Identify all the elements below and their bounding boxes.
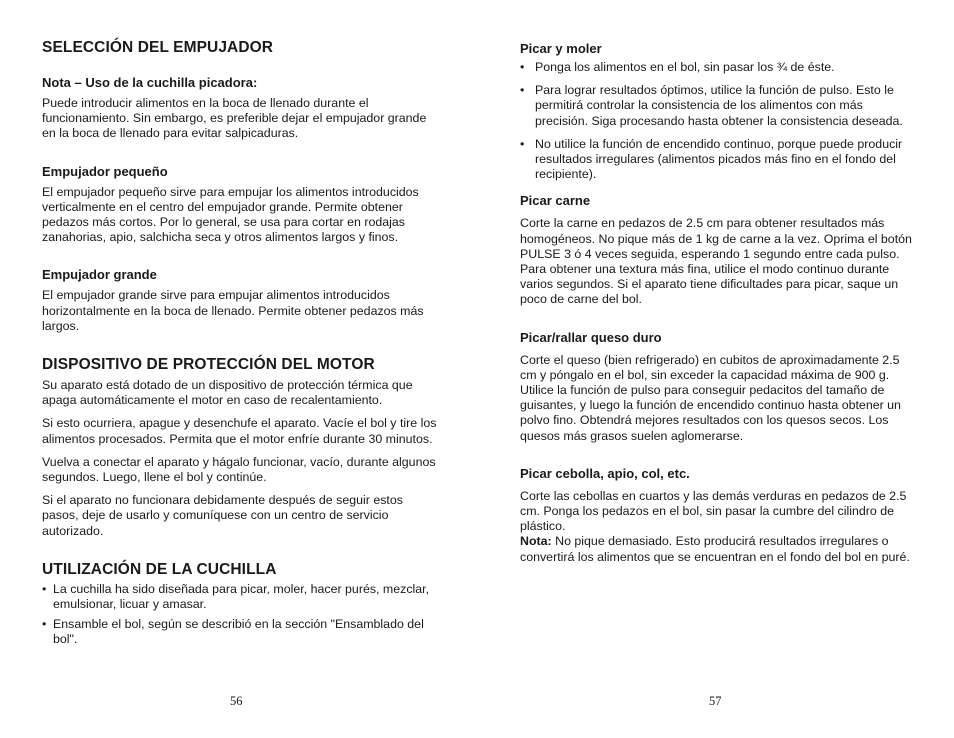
picar-carne-text: Corte la carne en pedazos de 2.5 cm para obtener resultados más homogéneos. No pique más de 1 kg de carne a la vez. Oprima el botón PULSE 3 ó 4 veces seguida, esperando 1 segundo entre cada pulso. Para obtener una textura más fina, utilice el modo continuo durante varios segundos. Si el aparato tiene dificultades para picar, saque un poco de carne del bol. [520,216,912,307]
note-text: Puede introducir alimentos en la boca de llenado durante el funcionamiento. Sin embargo, es preferible dejar el empujador grande en la boca de llenado para evitar salpicaduras. [42,96,427,141]
motor-paragraph-1: Su aparato está dotado de un dispositivo de protección térmica que apaga automáticamente el motor en caso de recalentamiento. [42,378,413,408]
left-column [42,38,437,653]
cebolla-note [520,534,915,564]
page-number: 57 [709,694,722,708]
bullet-icon: • [520,60,525,74]
queso-text: Corte el queso (bien refrigerado) en cubitos de aproximadamente 2.5 cm y póngalo en el bol, sin exceder la capacidad máxima de 900 g. Utilice la función de pulso para conseguir pedacitos del tamaño de guisantes, y luego la función de encendido continuo hasta obtener un polvo fino. Obtendrá mejores resultados con los quesos secos. Los quesos más grasos suelen aglomerarse. [520,352,901,443]
small-pusher-text: El empujador pequeño sirve para empujar los alimentos introducidos verticalmente en el centro del empujador grande. Permite obtener pedazos más cortos. Por lo general, se usa para cortar en rodajas zanahorias, apio, salchicha seca y otros alimentos largos y finos. [42,184,419,245]
picar-carne-heading: Picar carne [520,193,591,209]
large-pusher-text: El empujador grande sirve para empujar alimentos introducidos horizontalmente en la boca de llenado. Permite obtener pedazos más largos. [42,288,424,333]
motor-paragraph-2: Si esto ocurriera, apague y desenchufe el aparato. Vacíe el bol y tire los alimentos procesados. Permita que el motor enfríe durante 30 minutos. [42,416,437,446]
bullet-icon: • [42,581,47,596]
list-item: • Ponga los alimentos en el bol, sin pasar los ¾ de éste. [520,60,835,74]
picar-moler-heading: Picar y moler [520,41,602,56]
cebolla-heading: Picar cebolla, apio, col, etc. [520,465,690,481]
note-heading: Nota – Uso de la cuchilla picadora: [42,75,258,90]
note-label: Nota: [520,534,552,549]
motor-paragraph-4: Si el aparato no funcionara debidamente después de seguir estos pasos, deje de usarlo y comuníquese con un centro de servicio autorizado. [42,493,403,538]
cuchilla-list [42,582,437,648]
section-title-motor: DISPOSITIVO DE PROTECCIÓN DEL MOTOR [42,356,375,374]
list-item: • La cuchilla ha sido diseñada para picar, moler, hacer purés, mezclar, emulsionar, licuar y amasar. [42,581,430,612]
page-number: 56 [230,694,243,708]
bullet-icon: • [42,617,47,632]
right-page [477,0,954,738]
note-body: No pique demasiado. Esto producirá resultados irregulares o convertirá los alimentos que se encuentran en el fondo del bol en puré. [520,534,910,564]
bullet-icon: • [520,136,525,151]
motor-paragraph-3: Vuelva a conectar el aparato y hágalo funcionar, vacío, durante algunos segundos. Luego, llene el bol y continúe. [42,454,436,485]
section-title-cuchilla: UTILIZACIÓN DE LA CUCHILLA [42,560,277,578]
bullet-icon: • [520,83,525,98]
large-pusher-heading: Empujador grande [42,267,157,283]
cebolla-text: Corte las cebollas en cuartos y las demás verduras en pedazos de 2.5 cm. Ponga los pedazos en el bol, sin pasar la cumbre del cilindro de plástico. [520,488,907,534]
list-item: • Ensamble el bol, según se describió en la sección "Ensamblado del bol". [42,617,424,647]
right-column [520,40,915,565]
picar-moler-list [520,60,915,182]
list-item: • No utilice la función de encendido continuo, porque puede producir resultados irregulares (alimentos picados más fino en el fondo del recipiente). [520,136,903,182]
list-item: • Para lograr resultados óptimos, utilice la función de pulso. Esto le permitirá controlar la consistencia de los alimentos con más precisión. Siga procesando hasta obtener la consistencia deseada. [520,83,903,128]
section-title-empujador: SELECCIÓN DEL EMPUJADOR [42,39,274,56]
small-pusher-heading: Empujador pequeño [42,163,168,179]
queso-heading: Picar/rallar queso duro [520,329,662,345]
